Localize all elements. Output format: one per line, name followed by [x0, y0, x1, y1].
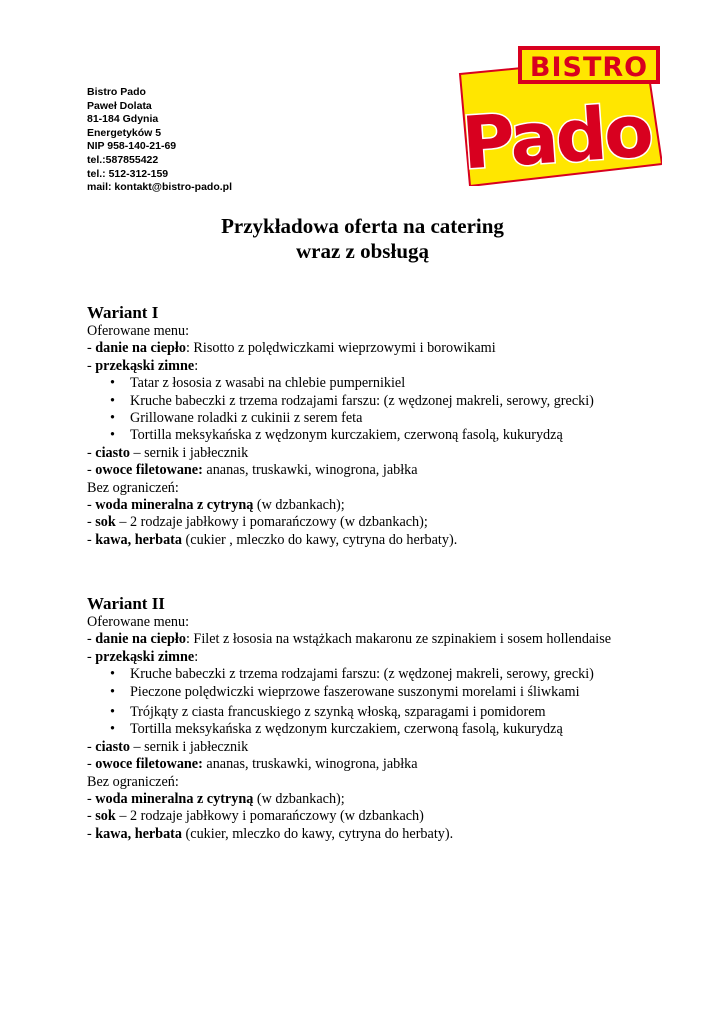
coffee-line: - kawa, herbata (cukier , mleczko do kawy, cytryna do herbaty).: [87, 531, 458, 548]
list-item: • Pieczone polędwiczki wieprzowe faszerowane suszonymi morelami i śliwkami: [87, 684, 611, 701]
water-line: - woda mineralna z cytryną (w dzbankach);: [87, 791, 345, 808]
cake-line: - ciasto – sernik i jabłecznik: [87, 444, 249, 461]
document-title: [0, 214, 725, 264]
title-line-2: wraz z obsługą: [296, 239, 429, 263]
variant-1-section: [87, 303, 594, 549]
owner-name: Paweł Dolata: [87, 99, 152, 112]
bistro-pado-logo: [456, 44, 662, 186]
contact-block: [87, 86, 232, 195]
phone-1: tel.:587855422: [87, 153, 159, 166]
list-item: • Kruche babeczki z trzema rodzajami farszu: (z wędzonej makreli, serowy, grecki): [87, 666, 611, 683]
title-line-1: Przykładowa oferta na catering: [221, 214, 504, 238]
cold-snacks-list: [87, 666, 611, 739]
list-item: • Tatar z łososia z wasabi na chlebie pumpernikiel: [87, 375, 594, 392]
phone-2: tel.: 512-312-159: [87, 167, 169, 180]
list-item: • Trójkąty z ciasta francuskiego z szynką włoską, szparagami i pomidorem: [87, 704, 611, 721]
unlimited-label: Bez ograniczeń:: [87, 479, 179, 496]
list-item: • Grillowane roladki z cukinii z serem feta: [87, 410, 594, 427]
coffee-line: - kawa, herbata (cukier, mleczko do kawy, cytryna do herbaty).: [87, 825, 454, 842]
list-item: • Tortilla meksykańska z wędzonym kurczakiem, czerwoną fasolą, kukurydzą: [87, 721, 611, 738]
juice-line: - sok – 2 rodzaje jabłkowy i pomarańczowy (w dzbankach);: [87, 514, 428, 531]
cold-snacks-line: - przekąski zimne:: [87, 648, 199, 665]
hot-dish-line: - danie na ciepło: Risotto z polędwiczkami wieprzowymi i borowikami: [87, 340, 496, 357]
cold-snacks-list: [87, 375, 594, 445]
menu-label: Oferowane menu:: [87, 614, 190, 630]
logo-pado-text: Pado: [459, 88, 654, 186]
juice-line: - sok – 2 rodzaje jabłkowy i pomarańczowy (w dzbankach): [87, 808, 424, 825]
variant-1-heading: Wariant I: [87, 303, 159, 322]
company-name: Bistro Pado: [87, 86, 146, 98]
cold-snacks-line: - przekąski zimne:: [87, 357, 199, 374]
menu-label: Oferowane menu:: [87, 323, 190, 339]
list-item: • Kruche babeczki z trzema rodzajami farszu: (z wędzonej makreli, serowy, grecki): [87, 393, 594, 410]
logo-bistro-text: BISTRO: [529, 52, 649, 83]
street-address: Energetyków 5: [87, 126, 162, 139]
variant-2-section: [87, 594, 611, 843]
fruit-line: - owoce filetowane: ananas, truskawki, winogrona, jabłka: [87, 462, 418, 479]
unlimited-label: Bez ograniczeń:: [87, 773, 179, 790]
list-item: • Tortilla meksykańska z wędzonym kurczakiem, czerwoną fasolą, kukurydzą: [87, 427, 594, 444]
water-line: - woda mineralna z cytryną (w dzbankach);: [87, 497, 345, 514]
postal-city: 81-184 Gdynia: [87, 113, 159, 126]
hot-dish-line: - danie na ciepło: Filet z łososia na wstążkach makaronu ze szpinakiem i sosem hollendaise: [87, 631, 612, 648]
nip-number: NIP 958-140-21-69: [87, 140, 177, 153]
fruit-line: - owoce filetowane: ananas, truskawki, winogrona, jabłka: [87, 756, 418, 773]
cake-line: - ciasto – sernik i jabłecznik: [87, 738, 249, 755]
variant-2-heading: Wariant II: [87, 594, 165, 613]
email-line: mail: kontakt@bistro-pado.pl: [87, 181, 232, 194]
